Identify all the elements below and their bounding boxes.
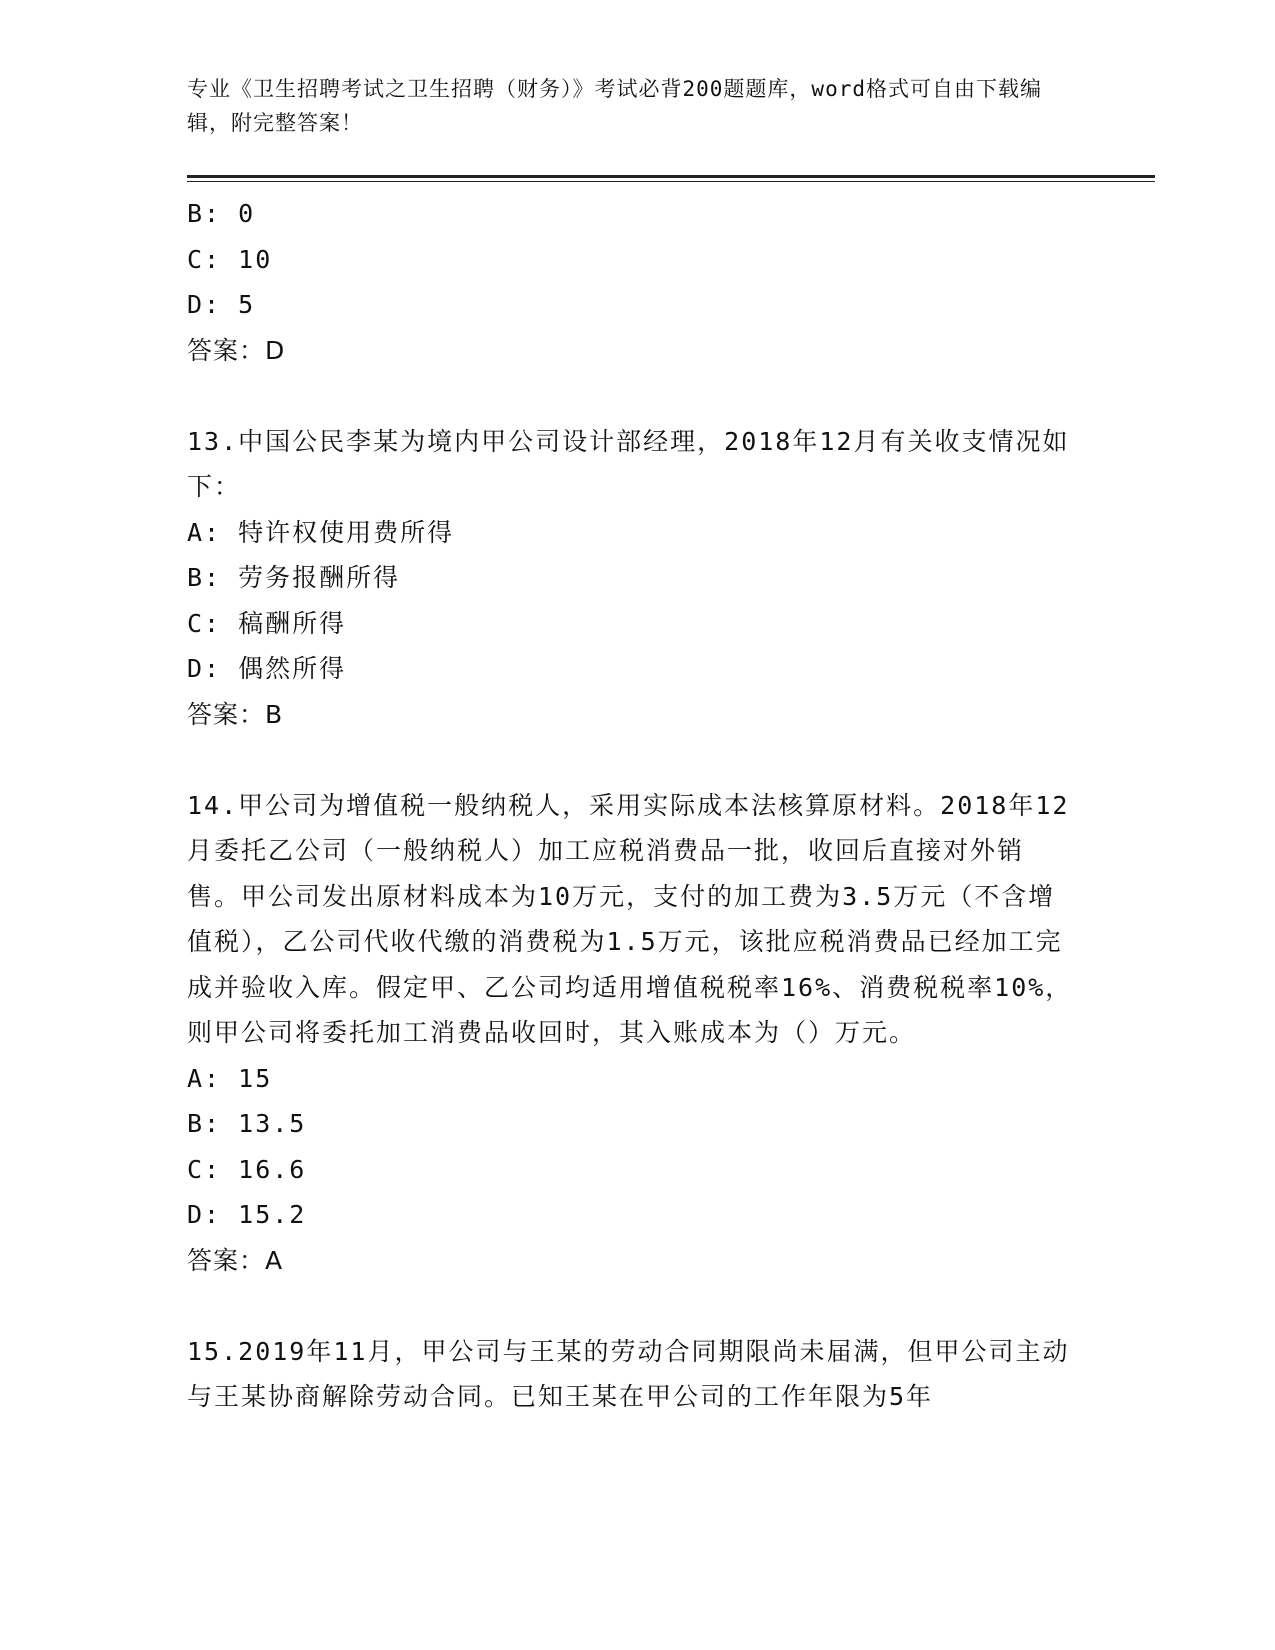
spacer: [187, 373, 1077, 419]
question-stem: 15.2019年11月，甲公司与王某的劳动合同期限尚未届满，但甲公司主动与王某协商解除劳动合同。已知王某在甲公司的工作年限为5年: [187, 1336, 1070, 1411]
option-c: C: 稿酬所得: [187, 608, 347, 638]
option-a: A: 15: [187, 1063, 273, 1093]
option-d: D: 15.2: [187, 1200, 307, 1229]
option-d: D: 5: [187, 290, 256, 319]
header-divider-thin: [187, 181, 1155, 182]
answer-line: 答案：A: [187, 1245, 284, 1275]
answer-line: 答案：D: [187, 335, 286, 365]
answer-line: 答案：B: [187, 699, 284, 729]
spacer: [187, 737, 1077, 783]
document-header: 专业《卫生招聘考试之卫生招聘（财务）》考试必背200题题库，word格式可自由下载编辑，附完整答案！: [187, 77, 1042, 135]
option-c: C: 16.6: [187, 1154, 307, 1184]
header-divider-thick: [187, 175, 1155, 178]
option-b: B: 13.5: [187, 1109, 307, 1138]
option-c: C: 10: [187, 244, 273, 274]
option-d: D: 偶然所得: [187, 654, 347, 683]
option-a: A: 特许权使用费所得: [187, 517, 455, 547]
question-stem: 13.中国公民李某为境内甲公司设计部经理，2018年12月有关收支情况如下：: [187, 426, 1070, 501]
spacer: [187, 1283, 1077, 1329]
option-b: B: 劳务报酬所得: [187, 563, 401, 592]
question-stem: 14.甲公司为增值税一般纳税人，采用实际成本法核算原材料。2018年12月委托乙公司（一般纳税人）加工应税消费品一批，收回后直接对外销售。甲公司发出原材料成本为10万元，支付的加工费为3.5万元（不含增值税），乙公司代收代缴的消费税为1.5万元，该批应税消费品已经加工完成并验收入库。假定甲、乙公司均适用增值税税率16%、消费税税率10%，则甲公司将委托加工消费品收回时，其入账成本为（）万元。: [187, 790, 1073, 1047]
option-b: B: 0: [187, 199, 256, 228]
question-content: [187, 191, 1077, 1420]
